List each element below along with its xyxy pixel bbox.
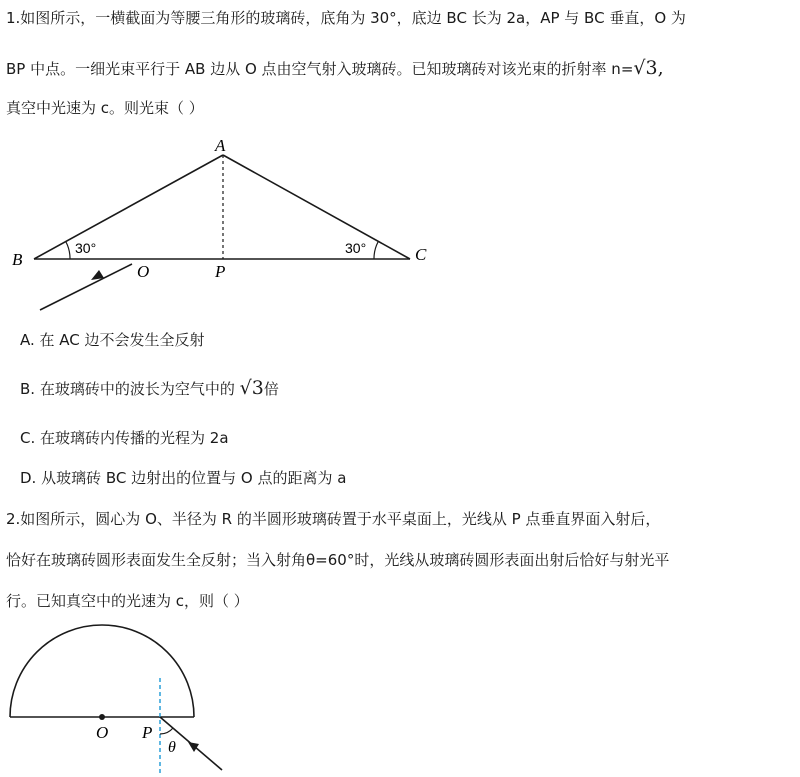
- option-b: [20, 377, 279, 399]
- sqrt-three: √3,: [633, 57, 664, 79]
- label-o: O: [137, 262, 150, 281]
- side-ab: [34, 155, 223, 259]
- label-c: C: [415, 245, 427, 264]
- q2-line-3: 行。已知真空中的光速为 c，则（ ）: [6, 592, 249, 610]
- center-point-o: [99, 714, 105, 720]
- option-d: D. 从玻璃砖 BC 边射出的位置与 O 点的距离为 a: [20, 469, 347, 487]
- label-p: P: [215, 262, 226, 281]
- label-a: A: [215, 136, 226, 155]
- q1-line-2-text: BP 中点。一细光束平行于 AB 边从 O 点由空气射入玻璃砖。已知玻璃砖对该光束的折射率 n=: [6, 60, 634, 78]
- option-b-post: 倍: [263, 380, 279, 398]
- q2-line-2: 恰好在玻璃砖圆形表面发生全反射；当入射角θ=60°时，光线从玻璃砖圆形表面出射后恰好与射光平: [6, 551, 670, 569]
- q1-line-1: 1.如图所示，一横截面为等腰三角形的玻璃砖，底角为 30°，底边 BC 长为 2a，AP 与 BC 垂直，O 为: [6, 9, 686, 27]
- q1-line-3: 真空中光速为 c。则光束（ ）: [6, 99, 204, 117]
- ray-arrowhead-2: [188, 742, 199, 752]
- angle-arc-b: [66, 242, 70, 259]
- incident-ray: [40, 264, 132, 310]
- label-o-2: O: [96, 723, 109, 742]
- semicircle-arc: [10, 625, 194, 717]
- option-b-pre: B. 在玻璃砖中的波长为空气中的: [20, 380, 235, 398]
- option-a: A. 在 AC 边不会发生全反射: [20, 331, 205, 349]
- angle-arc-c: [374, 242, 378, 259]
- label-b: B: [12, 250, 23, 269]
- theta-arc: [160, 728, 173, 734]
- q2-semicircle-figure: [0, 610, 260, 777]
- angle-label-b: 30°: [75, 240, 97, 256]
- side-ac: [223, 155, 410, 259]
- q1-line-2: [6, 57, 664, 79]
- option-b-sqrt: √3: [239, 377, 264, 399]
- angle-label-c: 30°: [345, 240, 367, 256]
- label-p-2: P: [142, 723, 153, 742]
- option-c: C. 在玻璃砖内传播的光程为 2a: [20, 429, 229, 447]
- q2-line-1: 2.如图所示，圆心为 O、半径为 R 的半圆形玻璃砖置于水平桌面上，光线从 P 点垂直界面入射后，: [6, 510, 661, 528]
- q1-triangle-figure: [0, 130, 460, 320]
- label-theta: θ: [168, 739, 176, 756]
